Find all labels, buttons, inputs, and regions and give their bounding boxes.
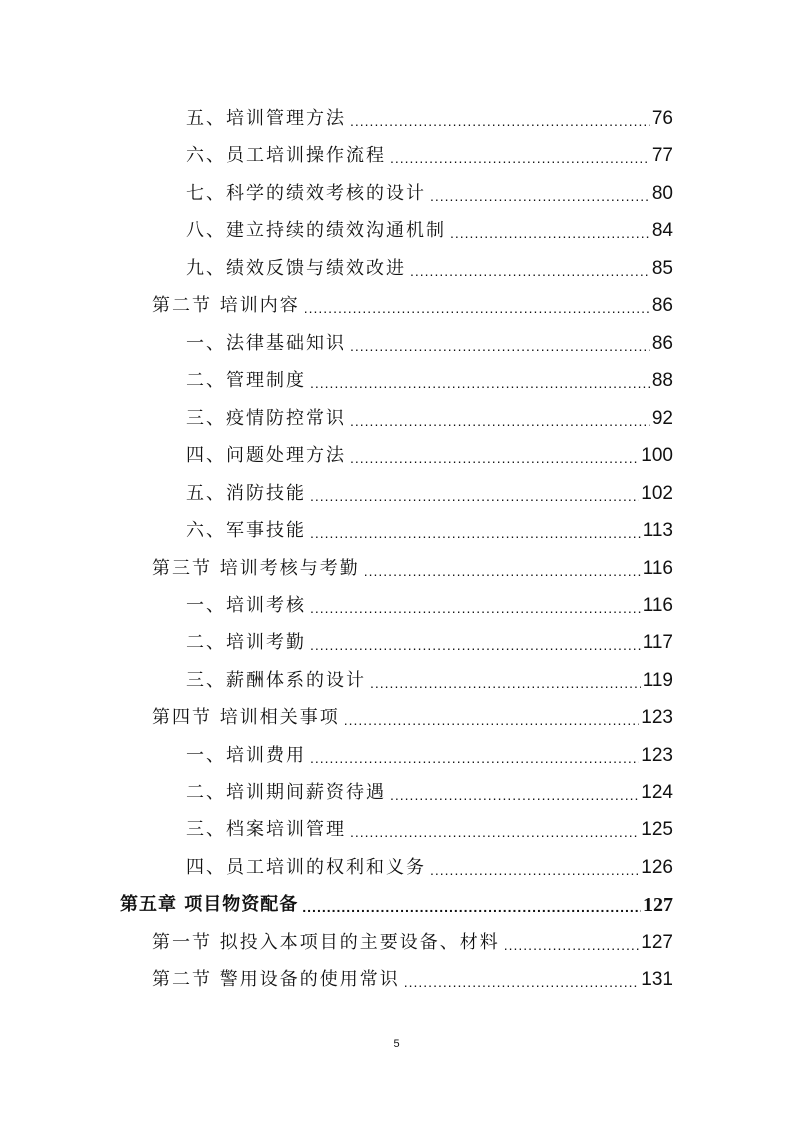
toc-entry-page: 123 xyxy=(641,745,673,766)
toc-entry-title: 二、培训考勤 xyxy=(186,632,306,653)
toc-entry-page: 116 xyxy=(642,595,673,616)
toc-entry[interactable] xyxy=(186,811,673,841)
dot-leader xyxy=(304,299,650,317)
toc-entry-page: 85 xyxy=(651,258,673,279)
toc-entry[interactable] xyxy=(186,362,673,392)
toc-entry-page: 123 xyxy=(641,707,673,728)
toc-entry[interactable] xyxy=(186,624,673,654)
toc-entry[interactable] xyxy=(186,100,673,130)
dot-leader xyxy=(364,562,641,580)
toc-entry-title: 二、培训期间薪资待遇 xyxy=(186,782,386,803)
toc-entry[interactable] xyxy=(186,212,673,242)
dot-leader xyxy=(310,599,641,617)
dot-leader xyxy=(344,711,640,729)
toc-entry-page: 76 xyxy=(651,108,673,129)
dot-leader xyxy=(310,524,641,542)
toc-entry-page: 102 xyxy=(641,483,673,504)
toc-entry-title: 一、法律基础知识 xyxy=(186,333,346,354)
dot-leader xyxy=(430,187,650,205)
toc-entry[interactable] xyxy=(186,849,673,879)
dot-leader xyxy=(310,749,639,767)
toc-entry-title: 一、培训费用 xyxy=(186,745,306,766)
toc-entry-title: 九、绩效反馈与绩效改进 xyxy=(186,258,406,279)
toc-entry-title: 第一节 拟投入本项目的主要设备、材料 xyxy=(152,932,500,953)
toc-entry-title: 八、建立持续的绩效沟通机制 xyxy=(186,220,446,241)
toc-entry[interactable] xyxy=(152,924,673,954)
dot-leader xyxy=(350,823,639,841)
toc-entry-title: 五、消防技能 xyxy=(186,483,306,504)
dot-leader xyxy=(410,262,650,280)
toc-entry-chapter[interactable] xyxy=(120,886,673,916)
toc-entry[interactable] xyxy=(186,250,673,280)
toc-entry[interactable] xyxy=(186,512,673,542)
toc-entry-page: 127 xyxy=(643,894,673,916)
toc-entry[interactable] xyxy=(186,137,673,167)
dot-leader xyxy=(390,786,639,804)
toc-entry-title: 第三节 培训考核与考勤 xyxy=(152,558,360,579)
toc-entry-page: 84 xyxy=(651,220,673,241)
toc-entry-page: 86 xyxy=(651,295,673,316)
toc-entry-title: 六、员工培训操作流程 xyxy=(186,145,386,166)
toc-entry-title: 四、员工培训的权利和义务 xyxy=(186,857,426,878)
toc-entry-page: 80 xyxy=(651,183,673,204)
toc-entry-page: 125 xyxy=(641,819,673,840)
toc-entry[interactable] xyxy=(186,774,673,804)
dot-leader xyxy=(450,224,650,242)
toc-entry-title: 第二节 警用设备的使用常识 xyxy=(152,969,400,990)
dot-leader xyxy=(350,449,639,467)
toc-entry-title: 第五章 项目物资配备 xyxy=(120,894,299,915)
dot-leader xyxy=(404,973,640,991)
toc-entry[interactable] xyxy=(186,437,673,467)
dot-leader xyxy=(430,861,639,879)
toc-entry-page: 113 xyxy=(642,520,673,541)
dot-leader xyxy=(302,898,641,916)
toc-entry-title: 第四节 培训相关事项 xyxy=(152,707,340,728)
toc-entry[interactable] xyxy=(186,475,673,505)
dot-leader xyxy=(390,149,650,167)
toc-entry-page: 127 xyxy=(641,932,673,953)
toc-entry-title: 二、管理制度 xyxy=(186,370,306,391)
toc-entry-page: 124 xyxy=(641,782,673,803)
toc-entry-page: 88 xyxy=(651,370,673,391)
dot-leader xyxy=(504,936,640,954)
page-number: 5 xyxy=(393,1038,400,1050)
toc-entry-page: 92 xyxy=(651,408,673,429)
toc-entry-title: 五、培训管理方法 xyxy=(186,108,346,129)
dot-leader xyxy=(310,636,641,654)
dot-leader xyxy=(350,412,650,430)
toc-entry-page: 77 xyxy=(651,145,673,166)
toc-entry-page: 86 xyxy=(651,333,673,354)
toc-entry-title: 三、薪酬体系的设计 xyxy=(186,670,366,691)
toc-entry-title: 三、档案培训管理 xyxy=(186,819,346,840)
toc-entry-title: 七、科学的绩效考核的设计 xyxy=(186,183,426,204)
toc-entry[interactable] xyxy=(186,737,673,767)
toc-entry-title: 第二节 培训内容 xyxy=(152,295,300,316)
toc-entry[interactable] xyxy=(152,699,673,729)
toc-entry-page: 119 xyxy=(642,670,673,691)
toc-entry-page: 131 xyxy=(641,969,673,990)
toc-entry-page: 126 xyxy=(641,857,673,878)
dot-leader xyxy=(350,112,650,130)
toc-entry[interactable] xyxy=(186,325,673,355)
toc-entry-title: 三、疫情防控常识 xyxy=(186,408,346,429)
toc-entry[interactable] xyxy=(186,662,673,692)
toc-entry[interactable] xyxy=(152,961,673,991)
toc-entry[interactable] xyxy=(186,175,673,205)
dot-leader xyxy=(310,487,639,505)
toc-entry[interactable] xyxy=(186,400,673,430)
toc-entry-page: 117 xyxy=(642,632,673,653)
toc-entry-title: 一、培训考核 xyxy=(186,595,306,616)
dot-leader xyxy=(370,674,641,692)
toc-entry-title: 四、问题处理方法 xyxy=(186,445,346,466)
dot-leader xyxy=(310,374,650,392)
toc-entry[interactable] xyxy=(152,550,673,580)
toc-entry[interactable] xyxy=(186,587,673,617)
toc-entry[interactable] xyxy=(152,287,673,317)
toc-entry-page: 100 xyxy=(641,445,673,466)
toc-entry-page: 116 xyxy=(642,558,673,579)
toc-entry-title: 六、军事技能 xyxy=(186,520,306,541)
dot-leader xyxy=(350,337,650,355)
